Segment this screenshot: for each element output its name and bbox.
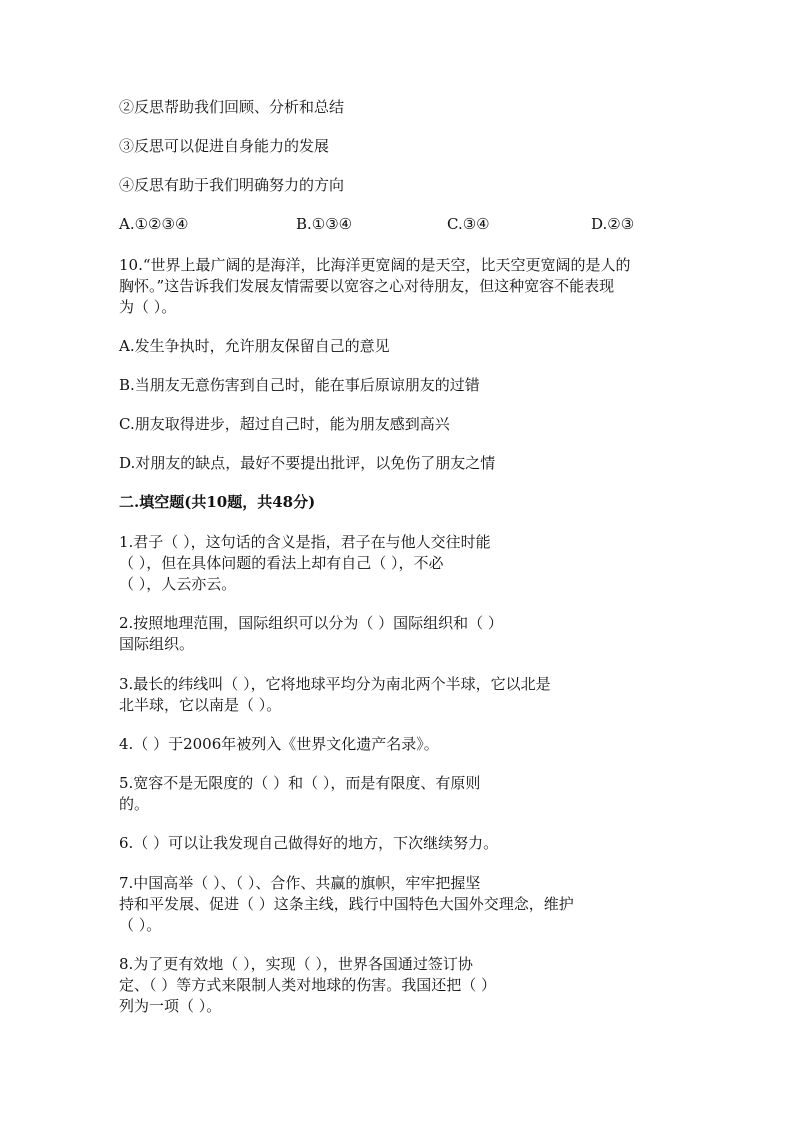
fill-q7-line-2: 持和平发展、促进（ ）这条主线，践行中国特色大国外交理念，维护 [119,895,574,913]
q9-option-b: B.①③④ [296,215,353,233]
q10-option-c: C.朋友取得进步，超过自己时，能为朋友感到高兴 [119,415,450,433]
q10-stem-line-2: 胸怀。”这告诉我们发展友情需要以宽容之心对待朋友，但这种宽容不能表现 [119,277,615,295]
q10-option-d: D.对朋友的缺点，最好不要提出批评，以免伤了朋友之情 [119,454,496,472]
q10-option-a: A.发生争执时，允许朋友保留自己的意见 [119,337,390,355]
fill-q2-line-2: 国际组织。 [119,635,195,653]
q9-option-d: D.②③ [591,215,635,233]
fill-q3-line-1: 3.最长的纬线叫（ ），它将地球平均分为南北两个半球，它以北是 [119,675,551,693]
fill-q1-line-1: 1.君子（ ），这句话的含义是指，君子在与他人交往时能 [119,533,491,551]
fill-q8-line-2: 定、（ ）等方式来限制人类对地球的伤害。我国还把（ ） [119,976,497,994]
q9-option-a: A.①②③④ [119,215,189,233]
fill-q8-line-3: 列为一项（ ）。 [119,997,222,1015]
fill-q8-line-1: 8.为了更有效地（ ），实现（ ），世界各国通过签订协 [119,955,473,973]
q9-statement-3: ③反思可以促进自身能力的发展 [119,137,330,155]
q9-statement-4: ④反思有助于我们明确努力的方向 [119,176,345,194]
fill-q7-line-3: （ ）。 [119,916,162,934]
fill-q2-line-1: 2.按照地理范围，国际组织可以分为（ ）国际组织和（ ） [119,614,503,632]
fill-q1-line-2: （ ），但在具体问题的看法上却有自己（ ），不必 [119,554,444,572]
section-heading: 二.填空题(共10题，共48分) [119,493,316,511]
q9-options [119,213,679,235]
fill-q5-line-2: 的。 [119,795,150,813]
q9-option-c: C.③④ [447,215,490,233]
q10-option-b: B.当朋友无意伤害到自己时，能在事后原谅朋友的过错 [119,376,480,394]
q10-stem-line-3: 为（ ）。 [119,298,177,316]
fill-q4-line-1: 4.（ ）于2006年被列入《世界文化遗产名录》。 [119,735,439,753]
fill-q3-line-2: 北半球，它以南是（ ）。 [119,696,282,714]
q9-statement-2: ②反思帮助我们回顾、分析和总结 [119,98,345,116]
fill-q6-line-1: 6.（ ）可以让我发现自己做得好的地方，下次继续努力。 [119,834,499,852]
fill-q7-line-1: 7.中国高举（ ）、（ ）、合作、共赢的旗帜，牢牢把握坚 [119,874,481,892]
fill-q5-line-1: 5.宽容不是无限度的（ ）和（ ），而是有限度、有原则 [119,774,481,792]
fill-q1-line-3: （ ），人云亦云。 [119,575,237,593]
q10-stem-line-1: 10.“世界上最广阔的是海洋，比海洋更宽阔的是天空，比天空更宽阔的是人的 [119,256,631,274]
